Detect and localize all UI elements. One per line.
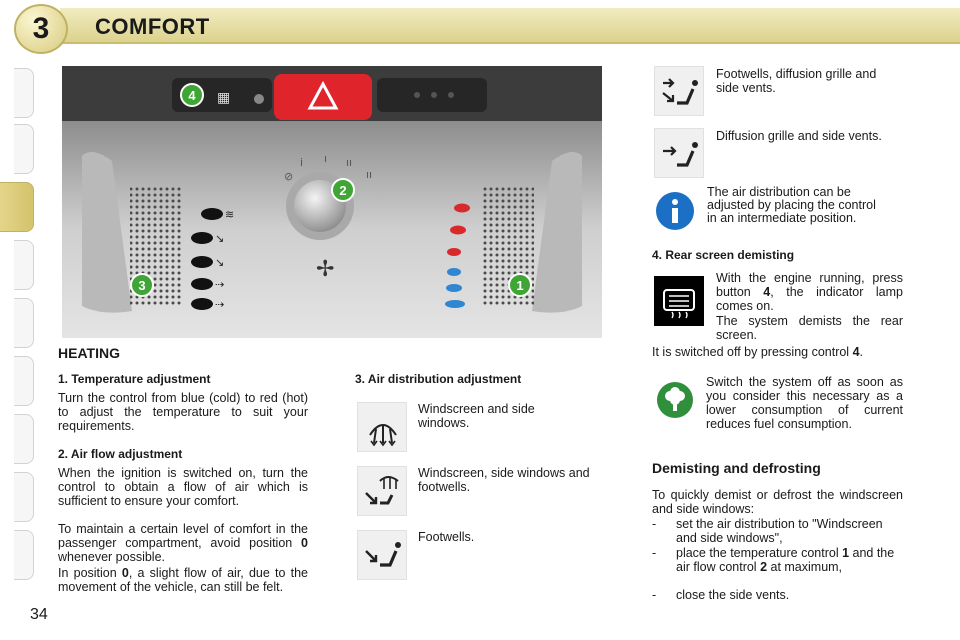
- rear-demist-icon: [654, 276, 704, 326]
- demisting-bullet-3: - close the side vents.: [652, 588, 790, 602]
- airflow-title: 2. Air flow adjustment: [58, 447, 183, 461]
- svg-text:ıı: ıı: [346, 156, 353, 169]
- airflow-text-3: In position 0, a slight flow of air, due to the movement of the vehicle, can still be felt.: [58, 566, 308, 594]
- page-number: 34: [30, 606, 48, 623]
- chapter-badge: [14, 4, 68, 54]
- chapter-tab[interactable]: [14, 68, 34, 118]
- callout-2: [332, 179, 354, 201]
- svg-text:i: i: [300, 156, 304, 169]
- svg-text:⇢: ⇢: [215, 298, 225, 311]
- page-title: COMFORT: [95, 14, 210, 39]
- eco-icon: [656, 381, 694, 419]
- svg-text:⇢: ⇢: [215, 278, 225, 291]
- svg-text:ı: ı: [324, 152, 328, 165]
- chapter-tab-active[interactable]: [0, 182, 34, 232]
- page-header: [0, 0, 960, 52]
- airflow-text-1: When the ignition is switched on, turn the control to obtain a flow of air which is sufficient to ensure your comfort.: [58, 466, 308, 508]
- svg-text:1: 1: [516, 278, 524, 293]
- windscreen-footwell-icon: [357, 466, 407, 516]
- svg-text:4: 4: [188, 88, 196, 103]
- distribution-label-footwell: Footwells.: [418, 530, 475, 544]
- svg-text:⊘: ⊘: [284, 170, 294, 183]
- distribution-label-windscreen-footwell: Windscreen, side windows and footwells.: [418, 466, 590, 494]
- distribution-info-text: The air distribution can be adjusted by placing the control in an intermediate position.: [707, 185, 876, 225]
- footwell-vents-icon: [654, 66, 704, 116]
- svg-text:▦: ▦: [217, 90, 231, 106]
- svg-text:≋: ≋: [225, 208, 235, 221]
- svg-text:2: 2: [339, 183, 347, 198]
- airflow-text-2: To maintain a certain level of comfort in the passenger compartment, avoid position 0 whenever possible.: [58, 522, 308, 564]
- chapter-tab[interactable]: [14, 530, 34, 580]
- callout-4: [181, 84, 203, 106]
- rear-demist-text-3: It is switched off by pressing control 4.: [652, 345, 863, 359]
- svg-text:ıı: ıı: [366, 168, 373, 181]
- heating-controls-illustration: [62, 66, 602, 338]
- distribution-label-windscreen: Windscreen and side windows.: [418, 402, 535, 430]
- svg-text:↘: ↘: [215, 232, 225, 245]
- chapter-tab[interactable]: [14, 298, 34, 348]
- footwell-icon: [357, 530, 407, 580]
- chapter-tab[interactable]: [14, 356, 34, 406]
- rear-demist-text-1: With the engine running, press button 4, the indicator lamp comes on.: [716, 271, 903, 313]
- demisting-bullet-2: - place the temperature control 1 and the air flow control 2 at maximum,: [652, 546, 895, 574]
- temperature-title: 1. Temperature adjustment: [58, 372, 211, 386]
- chapter-tab[interactable]: [14, 240, 34, 290]
- chapter-tab[interactable]: [14, 124, 34, 174]
- distribution-label-vents: Diffusion grille and side vents.: [716, 129, 882, 143]
- chapter-tabs: [0, 68, 34, 578]
- rear-demist-title: 4. Rear screen demisting: [652, 248, 795, 262]
- temperature-text: Turn the control from blue (cold) to red (hot) to adjust the temperature to suit your requirements.: [58, 391, 308, 433]
- demisting-bullet-1: - set the air distribution to "Windscreen and side windows",: [652, 517, 883, 545]
- heating-title: HEATING: [58, 345, 120, 361]
- demisting-intro: To quickly demist or defrost the windscreen and side windows:: [652, 488, 903, 516]
- vents-icon: [654, 128, 704, 178]
- callout-3: [131, 274, 153, 296]
- distribution-label-footwell-vents: Footwells, diffusion grille and side vents.: [716, 67, 877, 95]
- chapter-number: 3: [32, 12, 50, 45]
- eco-text: Switch the system off as soon as you consider this necessary as a lower consumption of current reduces fuel consumption.: [706, 375, 903, 431]
- rear-demist-text-2: The system demists the rear screen.: [716, 314, 903, 342]
- windscreen-icon: [357, 402, 407, 452]
- distribution-title: 3. Air distribution adjustment: [355, 372, 522, 386]
- info-icon: [654, 190, 696, 232]
- chapter-tab[interactable]: [14, 414, 34, 464]
- callout-1: [509, 274, 531, 296]
- svg-text:↘: ↘: [215, 256, 225, 269]
- demisting-title: Demisting and defrosting: [652, 460, 821, 476]
- svg-text:3: 3: [138, 278, 146, 293]
- fan-icon: ✢: [316, 257, 335, 282]
- chapter-tab[interactable]: [14, 472, 34, 522]
